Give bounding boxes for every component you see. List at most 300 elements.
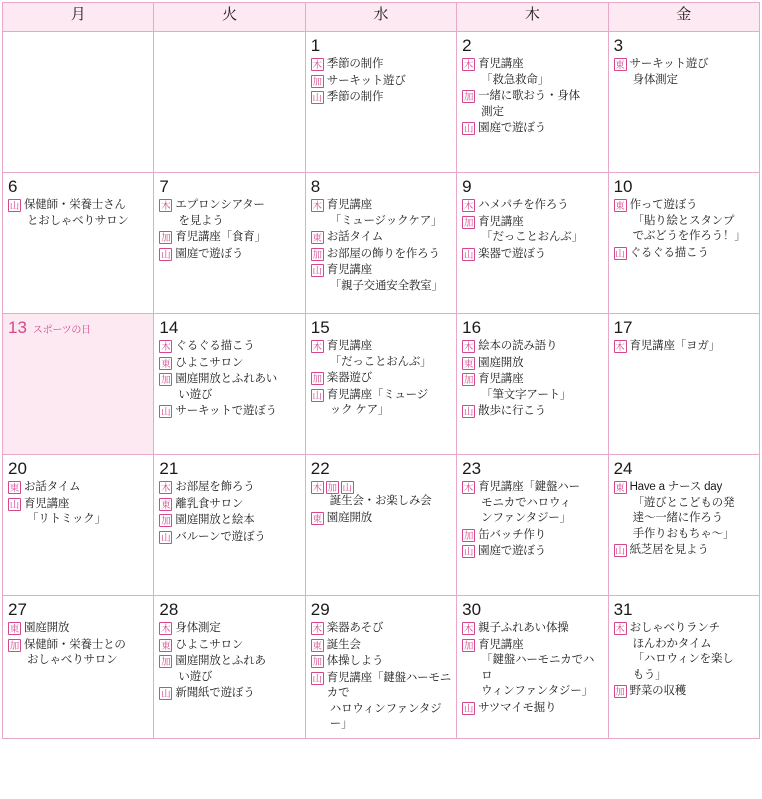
event-text: ウィンファンタジー」 xyxy=(481,685,593,697)
event-item xyxy=(311,74,451,90)
event-item xyxy=(159,247,299,263)
event-tag-group xyxy=(311,230,324,244)
event-tag-group xyxy=(159,530,172,544)
event-tag-group xyxy=(311,74,324,88)
day-number xyxy=(8,459,148,478)
event-item xyxy=(311,388,451,404)
event-item xyxy=(159,339,299,355)
venue-tag-icon: 木 xyxy=(463,60,474,71)
venue-tag-icon: 木 xyxy=(312,60,323,71)
event-item xyxy=(614,652,754,668)
day-number-value: 6 xyxy=(8,177,18,196)
calendar-day-cell xyxy=(457,455,608,596)
event-text: 絵本の読み語り xyxy=(478,340,558,352)
event-item xyxy=(462,121,602,137)
event-text: 育児講座 xyxy=(478,373,524,385)
event-text: 紙芝居を見よう xyxy=(629,544,709,556)
event-text: 季節の制作 xyxy=(326,91,384,103)
event-text: 育児講座 xyxy=(478,58,524,70)
calendar-day-cell xyxy=(457,596,608,739)
calendar-week-row xyxy=(3,173,760,314)
monthly-calendar-table xyxy=(2,2,760,739)
event-item xyxy=(614,73,754,89)
day-number xyxy=(159,318,299,337)
venue-tag-icon: 木 xyxy=(463,201,474,212)
holiday-name: スポーツの日 xyxy=(32,325,91,336)
event-item xyxy=(462,544,602,560)
event-tag-group xyxy=(159,638,172,652)
event-item xyxy=(462,653,602,684)
day-cell-content xyxy=(609,596,759,738)
day-cell-content xyxy=(609,32,759,172)
event-list xyxy=(159,621,299,702)
event-text: い遊び xyxy=(178,670,213,683)
event-tag-group xyxy=(159,230,172,244)
event-text: 散歩に行こう xyxy=(478,405,546,417)
event-item xyxy=(159,356,299,372)
event-item xyxy=(311,279,451,295)
event-tag-group xyxy=(311,90,324,104)
event-item xyxy=(8,638,148,654)
event-text: お部屋の飾りを作ろう xyxy=(326,247,440,260)
day-cell-content xyxy=(457,32,607,172)
event-text: 身体測定 xyxy=(175,622,221,634)
venue-tag-icon: 加 xyxy=(312,657,323,668)
event-text: ぐるぐる描こう xyxy=(175,340,255,352)
event-tag-group xyxy=(311,198,324,212)
calendar-day-cell xyxy=(608,455,759,596)
event-tag-group xyxy=(159,621,172,635)
event-tag-group xyxy=(8,621,21,635)
day-cell-content xyxy=(609,455,759,595)
event-list xyxy=(462,621,602,716)
event-list xyxy=(159,480,299,545)
event-text: 園庭開放とふれあ xyxy=(175,655,266,667)
venue-tag-icon: 加 xyxy=(161,233,171,244)
event-text: バルーンで遊ぼう xyxy=(175,530,266,543)
day-cell-content xyxy=(3,32,153,172)
event-tag-group xyxy=(462,372,475,386)
event-tag-group xyxy=(462,356,475,370)
event-item xyxy=(462,404,602,420)
event-tag-group xyxy=(462,215,475,229)
event-tag-group xyxy=(159,654,172,668)
event-tag-group xyxy=(462,404,475,418)
event-item xyxy=(159,686,299,702)
event-item xyxy=(614,621,754,637)
day-number-value: 8 xyxy=(310,177,321,196)
event-text: サツマイモ掘り xyxy=(478,701,557,714)
event-text: 育児講座 xyxy=(326,264,372,276)
event-item xyxy=(462,339,602,355)
event-list xyxy=(311,57,451,106)
event-text: 園庭開放 xyxy=(478,356,524,369)
event-item xyxy=(614,57,754,73)
day-number xyxy=(8,600,148,619)
calendar-day-cell xyxy=(457,32,608,173)
event-text: 「だっことおんぶ」 xyxy=(481,231,583,243)
day-number-value: 24 xyxy=(613,459,633,478)
venue-tag-icon: 山 xyxy=(9,201,20,212)
event-text: 園庭で遊ぼう xyxy=(478,545,546,557)
event-text: ック ケア」 xyxy=(329,404,390,416)
venue-tag-icon: 木 xyxy=(312,483,323,494)
day-cell-content xyxy=(3,173,153,313)
day-number xyxy=(159,177,299,196)
event-tag-group xyxy=(8,638,21,652)
event-item xyxy=(311,511,451,527)
event-text: 測定 xyxy=(481,105,504,118)
event-text: 園庭開放 xyxy=(326,511,372,524)
calendar-day-cell xyxy=(608,32,759,173)
event-text: 園庭開放と絵本 xyxy=(175,514,255,526)
venue-tag-icon: 木 xyxy=(615,342,625,353)
event-item xyxy=(462,496,602,512)
event-item xyxy=(462,105,602,121)
event-tag-group xyxy=(462,339,475,353)
day-number-value: 15 xyxy=(310,318,330,337)
event-item xyxy=(159,480,299,496)
venue-tag-icon: 山 xyxy=(161,532,171,544)
calendar-day-cell xyxy=(154,455,305,596)
day-cell-content xyxy=(306,455,456,595)
event-item xyxy=(159,513,299,529)
event-text: 一緒に歌おう・身体 xyxy=(478,90,580,102)
event-item xyxy=(311,480,451,494)
event-item xyxy=(462,247,602,263)
event-text: サーキット遊び xyxy=(326,74,406,87)
event-tag-group xyxy=(614,684,627,698)
calendar-day-cell xyxy=(305,596,456,739)
event-item xyxy=(311,371,451,387)
event-item xyxy=(159,214,299,230)
event-item xyxy=(462,684,602,700)
event-text: 達～一緒に作ろう xyxy=(632,512,723,524)
event-tag-group xyxy=(159,404,172,418)
event-text: サーキットで遊ぼう xyxy=(175,405,277,417)
event-item xyxy=(8,198,148,214)
event-item xyxy=(159,230,299,246)
event-item xyxy=(8,621,148,637)
event-item xyxy=(311,355,451,371)
event-text: ひよこサロン xyxy=(175,356,244,369)
event-text: 育児講座「食育」 xyxy=(175,231,266,243)
event-item xyxy=(159,670,299,686)
event-list xyxy=(8,621,148,669)
event-tag-group xyxy=(311,480,354,494)
event-list xyxy=(614,198,754,261)
day-number-value: 9 xyxy=(462,177,472,196)
venue-tag-icon: 山 xyxy=(342,483,353,494)
event-text: でぶどうを作ろう！」 xyxy=(632,230,746,242)
venue-tag-icon: 山 xyxy=(463,547,474,558)
event-text: 育児講座「鍵盤ハー xyxy=(478,481,580,493)
day-number-value: 28 xyxy=(159,600,179,619)
day-number xyxy=(311,459,451,478)
day-cell-content xyxy=(154,314,304,454)
venue-tag-icon: 山 xyxy=(463,249,474,261)
event-text: とおしゃべりサロン xyxy=(27,214,129,227)
event-text: 園庭開放とふれあい xyxy=(175,373,278,385)
event-tag-group xyxy=(159,356,172,370)
day-number xyxy=(311,318,451,337)
venue-tag-icon: 木 xyxy=(615,624,625,635)
event-text: 園庭で遊ぼう xyxy=(175,247,244,260)
venue-tag-icon: 山 xyxy=(312,673,323,685)
event-text: 離乳食サロン xyxy=(175,497,244,510)
venue-tag-icon: 山 xyxy=(161,407,171,418)
venue-tag-icon: 東 xyxy=(161,640,171,652)
event-text: 楽器で遊ぼう xyxy=(478,247,546,260)
event-text: 「遊びとこどもの発 xyxy=(632,496,735,509)
event-item xyxy=(311,263,451,279)
calendar-day-cell xyxy=(608,173,759,314)
event-text: 「救急救命」 xyxy=(481,73,549,86)
day-cell-content xyxy=(306,596,456,738)
event-item xyxy=(311,214,451,230)
day-number-value: 3 xyxy=(613,36,624,55)
event-tag-group xyxy=(311,511,324,525)
venue-tag-icon: 東 xyxy=(9,624,20,635)
event-list xyxy=(462,57,602,137)
event-tag-group xyxy=(614,480,627,494)
event-item xyxy=(614,637,754,653)
venue-tag-icon: 東 xyxy=(615,483,625,494)
event-item xyxy=(614,246,754,262)
day-cell-content xyxy=(154,596,304,738)
event-item xyxy=(311,654,451,670)
event-item xyxy=(311,339,451,355)
event-tag-group xyxy=(159,198,172,212)
calendar-day-cell xyxy=(3,596,154,739)
venue-tag-icon: 加 xyxy=(161,657,171,668)
event-text: 手作りおもちゃ～」 xyxy=(632,527,735,540)
day-number-value: 1 xyxy=(310,36,321,55)
event-item xyxy=(159,198,299,214)
calendar-day-cell xyxy=(3,314,154,455)
calendar-week-row xyxy=(3,314,760,455)
event-item xyxy=(311,247,451,263)
event-list xyxy=(614,621,754,700)
event-list xyxy=(462,198,602,262)
day-cell-content xyxy=(154,455,304,595)
day-cell-content xyxy=(306,173,456,313)
event-item xyxy=(462,198,602,214)
venue-tag-icon: 東 xyxy=(463,358,474,370)
event-tag-group xyxy=(462,57,475,71)
event-text: 「筆文字アート」 xyxy=(481,388,572,401)
day-number-value: 16 xyxy=(462,318,482,337)
event-item xyxy=(614,198,754,214)
event-text: 育児講座 xyxy=(24,497,70,510)
venue-tag-icon: 木 xyxy=(161,483,171,494)
day-number xyxy=(614,600,754,619)
day-number-value: 27 xyxy=(8,600,27,619)
calendar-day-cell xyxy=(305,455,456,596)
day-cell-content xyxy=(3,596,153,738)
event-item xyxy=(462,89,602,105)
event-tag-group xyxy=(462,198,475,212)
event-item xyxy=(159,388,299,404)
venue-tag-icon: 山 xyxy=(615,546,625,557)
event-text: 誕生会・お楽しみ会 xyxy=(329,495,432,507)
event-text: 園庭で遊ぼう xyxy=(478,122,546,134)
event-text: 「貼り絵とスタンプ xyxy=(632,214,735,227)
event-item xyxy=(614,684,754,700)
weekday-header-tue: 火 xyxy=(154,3,305,32)
event-tag-group xyxy=(311,654,324,668)
event-item xyxy=(462,230,602,246)
event-item xyxy=(8,480,148,496)
weekday-header-thu: 木 xyxy=(457,3,608,32)
venue-tag-icon: 木 xyxy=(463,483,474,494)
calendar-week-row xyxy=(3,596,760,739)
venue-tag-icon: 山 xyxy=(615,248,625,260)
event-item xyxy=(311,638,451,654)
event-text: 季節の制作 xyxy=(326,58,384,70)
event-item xyxy=(159,654,299,670)
day-cell-content xyxy=(609,173,759,313)
venue-tag-icon: 木 xyxy=(463,624,474,635)
event-list xyxy=(614,339,754,355)
venue-tag-icon: 東 xyxy=(615,60,625,71)
event-item xyxy=(311,494,451,510)
calendar-day-cell xyxy=(305,32,456,173)
event-tag-group xyxy=(8,480,21,494)
calendar-day-cell xyxy=(608,314,759,455)
event-text: 育児講座「ヨガ」 xyxy=(629,340,720,352)
calendar-day-cell xyxy=(154,596,305,739)
event-text: 新聞紙で遊ぼう xyxy=(175,687,255,699)
day-number-value: 22 xyxy=(310,459,330,478)
event-item xyxy=(8,512,148,528)
event-tag-group xyxy=(462,638,475,652)
event-text: 園庭開放 xyxy=(24,622,70,634)
event-text: 育児講座「ミュージ xyxy=(326,388,429,401)
event-tag-group xyxy=(311,671,324,685)
event-list xyxy=(311,198,451,294)
event-list xyxy=(614,480,754,559)
venue-tag-icon: 山 xyxy=(312,266,323,277)
event-tag-group xyxy=(462,621,475,635)
venue-tag-icon: 加 xyxy=(161,375,171,386)
venue-tag-icon: 東 xyxy=(312,233,323,244)
calendar-day-cell xyxy=(154,173,305,314)
venue-tag-icon: 加 xyxy=(327,483,338,494)
event-tag-group xyxy=(159,372,172,386)
day-number xyxy=(462,36,602,55)
day-number-value: 10 xyxy=(613,177,633,196)
event-tag-group xyxy=(462,121,475,135)
event-tag-group xyxy=(462,701,475,715)
calendar-day-cell xyxy=(305,173,456,314)
venue-tag-icon: 山 xyxy=(463,407,474,418)
venue-tag-icon: 加 xyxy=(9,640,20,652)
calendar-day-cell xyxy=(3,173,154,314)
day-number xyxy=(8,318,148,340)
venue-tag-icon: 山 xyxy=(161,689,171,700)
event-text: ハメパチを作ろう xyxy=(478,199,569,211)
event-item xyxy=(614,527,754,543)
event-text: ぐるぐる描こう xyxy=(629,246,709,259)
event-item xyxy=(614,229,754,245)
event-item xyxy=(462,57,602,73)
day-number-value: 14 xyxy=(159,318,179,337)
weekday-header-fri: 金 xyxy=(608,3,759,32)
venue-tag-icon: 山 xyxy=(9,499,20,511)
venue-tag-icon: 加 xyxy=(312,374,323,385)
event-tag-group xyxy=(311,263,324,277)
day-number-value: 20 xyxy=(8,459,27,478)
event-item xyxy=(311,198,451,214)
weekday-header-mon: 月 xyxy=(3,3,154,32)
day-number-value: 30 xyxy=(462,600,482,619)
event-text: 身体測定 xyxy=(632,73,678,86)
day-number xyxy=(159,459,299,478)
day-number xyxy=(614,36,754,55)
event-text: もう」 xyxy=(632,668,667,681)
venue-tag-icon: 加 xyxy=(463,530,474,542)
venue-tag-icon: 加 xyxy=(312,76,323,88)
event-tag-group xyxy=(159,497,172,511)
event-item xyxy=(614,511,754,527)
day-number-value: 29 xyxy=(310,600,330,619)
event-text: お話タイム xyxy=(326,231,384,243)
event-item xyxy=(311,702,451,733)
event-item xyxy=(159,497,299,513)
day-number-value: 2 xyxy=(462,36,472,55)
event-item xyxy=(8,214,148,230)
day-number xyxy=(614,318,754,337)
event-text: Have a ナース day xyxy=(629,481,723,493)
venue-tag-icon: 木 xyxy=(312,624,323,635)
event-tag-group xyxy=(311,371,324,385)
event-text: モニカでハロウィ xyxy=(481,496,571,509)
venue-tag-icon: 加 xyxy=(615,687,625,698)
day-number xyxy=(462,318,602,337)
event-text: 体操しよう xyxy=(326,655,384,667)
event-item xyxy=(8,653,148,669)
event-tag-group xyxy=(614,246,627,260)
event-text: い遊び xyxy=(178,388,213,401)
event-text: 「だっことおんぶ」 xyxy=(329,355,432,368)
event-item xyxy=(614,668,754,684)
event-item xyxy=(462,638,602,654)
event-text: 「親子交通安全教室」 xyxy=(329,279,443,292)
event-item xyxy=(159,530,299,546)
day-number xyxy=(614,177,754,196)
day-number-value: 7 xyxy=(159,177,169,196)
venue-tag-icon: 加 xyxy=(312,249,323,261)
day-number xyxy=(8,177,148,196)
event-list xyxy=(8,198,148,229)
event-item xyxy=(311,90,451,106)
event-text: 缶バッチ作り xyxy=(478,528,546,541)
event-item xyxy=(159,638,299,654)
venue-tag-icon: 木 xyxy=(161,201,171,212)
event-item xyxy=(462,701,602,717)
event-item xyxy=(462,480,602,496)
day-number xyxy=(159,600,299,619)
event-tag-group xyxy=(159,247,172,261)
event-item xyxy=(462,528,602,544)
venue-tag-icon: 加 xyxy=(161,516,171,527)
event-item xyxy=(614,214,754,230)
event-text: 保健師・栄養士との xyxy=(24,638,126,651)
event-text: を見よう xyxy=(178,214,224,227)
venue-tag-icon: 東 xyxy=(312,513,323,525)
day-cell-content xyxy=(457,314,607,454)
